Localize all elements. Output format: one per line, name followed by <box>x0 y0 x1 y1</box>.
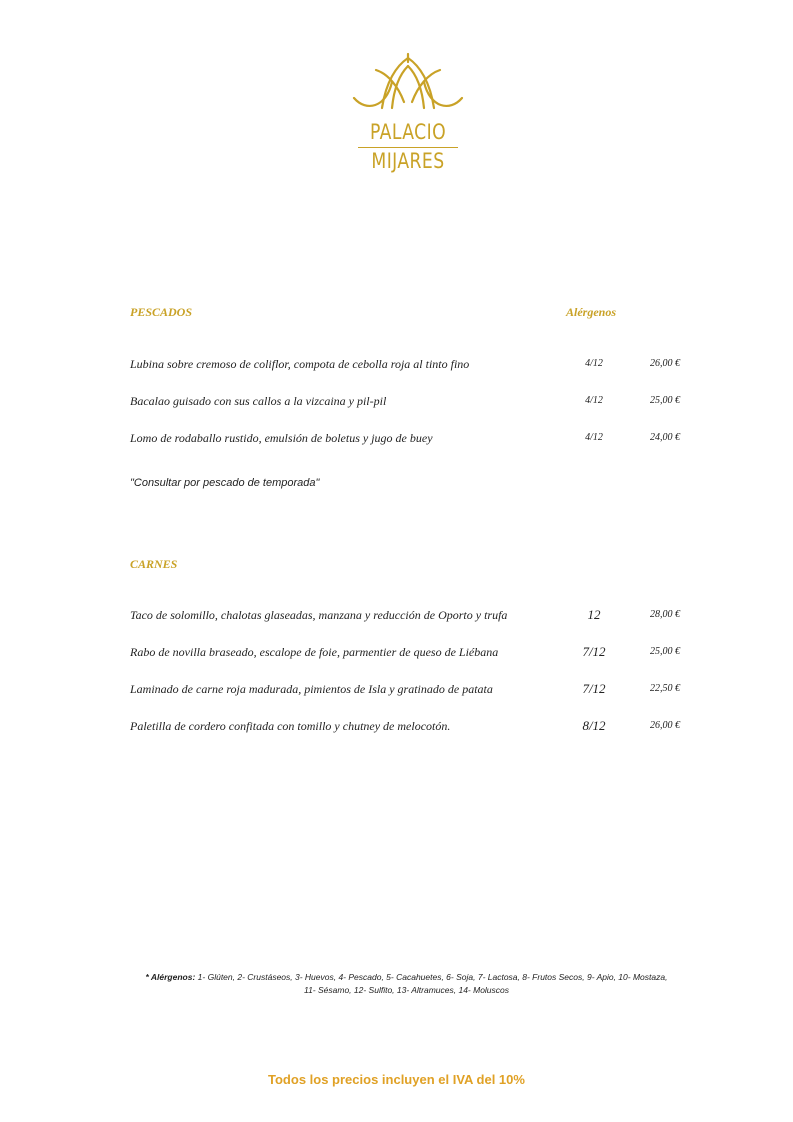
dish-name: Lubina sobre cremoso de coliflor, compota de cebolla roja al tinto fino <box>130 357 470 371</box>
dish-name: Lomo de rodaballo rustido, emulsión de boletus y jugo de buey <box>130 431 433 445</box>
seasonal-fish-note: "Consultar por pescado de temporada" <box>130 477 320 489</box>
crown-emblem-icon <box>352 52 464 114</box>
allergen-legend-line1: 1- Glúten, 2- Crustáseos, 3- Huevos, 4- Pescado, 5- Cacahuetes, 6- Soja, 7- Lactosa, 8- Frutos Secos, 9- Apio, 10- Mostaza, <box>195 972 668 982</box>
dish-allergens: 4/12 <box>585 358 603 369</box>
dish-name: Paletilla de cordero confitada con tomillo y chutney de melocotón. <box>130 719 451 733</box>
dish-price: 24,00 € <box>650 432 680 443</box>
dish-price: 26,00 € <box>650 358 680 369</box>
logo-word-mijares: MIJARES <box>371 149 445 173</box>
menu-item <box>0 717 793 735</box>
dish-allergens: 7/12 <box>582 644 606 659</box>
dish-allergens: 4/12 <box>585 395 603 406</box>
allergens-header: Alérgenos <box>566 305 617 319</box>
dish-price: 28,00 € <box>650 609 680 620</box>
dish-name: Rabo de novilla braseado, escalope de foie, parmentier de queso de Liébana <box>130 645 499 659</box>
logo-divider <box>358 147 458 148</box>
dish-name: Laminado de carne roja madurada, pimientos de Isla y gratinado de patata <box>130 682 493 696</box>
menu-item <box>0 355 793 373</box>
allergen-legend-label: * Alérgenos: <box>145 972 196 982</box>
menu-item <box>0 680 793 698</box>
menu-item <box>0 606 793 624</box>
dish-allergens: 8/12 <box>582 718 606 733</box>
dish-allergens: 7/12 <box>582 681 606 696</box>
vat-note: Todos los precios incluyen el IVA del 10% <box>268 1072 525 1087</box>
allergen-legend-line2: 11- Sésamo, 12- Sulfito, 13- Altramuces, 14- Moluscos <box>303 985 510 995</box>
dish-price: 22,50 € <box>650 683 680 694</box>
section-title-carnes: CARNES <box>130 557 178 571</box>
dish-price: 25,00 € <box>650 646 680 657</box>
dish-name: Taco de solomillo, chalotas glaseadas, manzana y reducción de Oporto y trufa <box>130 608 508 622</box>
logo-word-palacio: PALACIO <box>369 120 447 144</box>
menu-item <box>0 392 793 410</box>
dish-allergens: 12 <box>587 607 601 622</box>
palacio-mijares-logo <box>352 52 464 176</box>
dish-allergens: 4/12 <box>585 432 603 443</box>
dish-name: Bacalao guisado con sus callos a la vizcaina y pil-pil <box>130 394 387 408</box>
allergen-legend <box>110 971 703 997</box>
menu-item <box>0 429 793 447</box>
dish-price: 25,00 € <box>650 395 680 406</box>
dish-price: 26,00 € <box>650 720 680 731</box>
section-title-pescados: PESCADOS <box>130 305 193 319</box>
menu-item <box>0 643 793 661</box>
